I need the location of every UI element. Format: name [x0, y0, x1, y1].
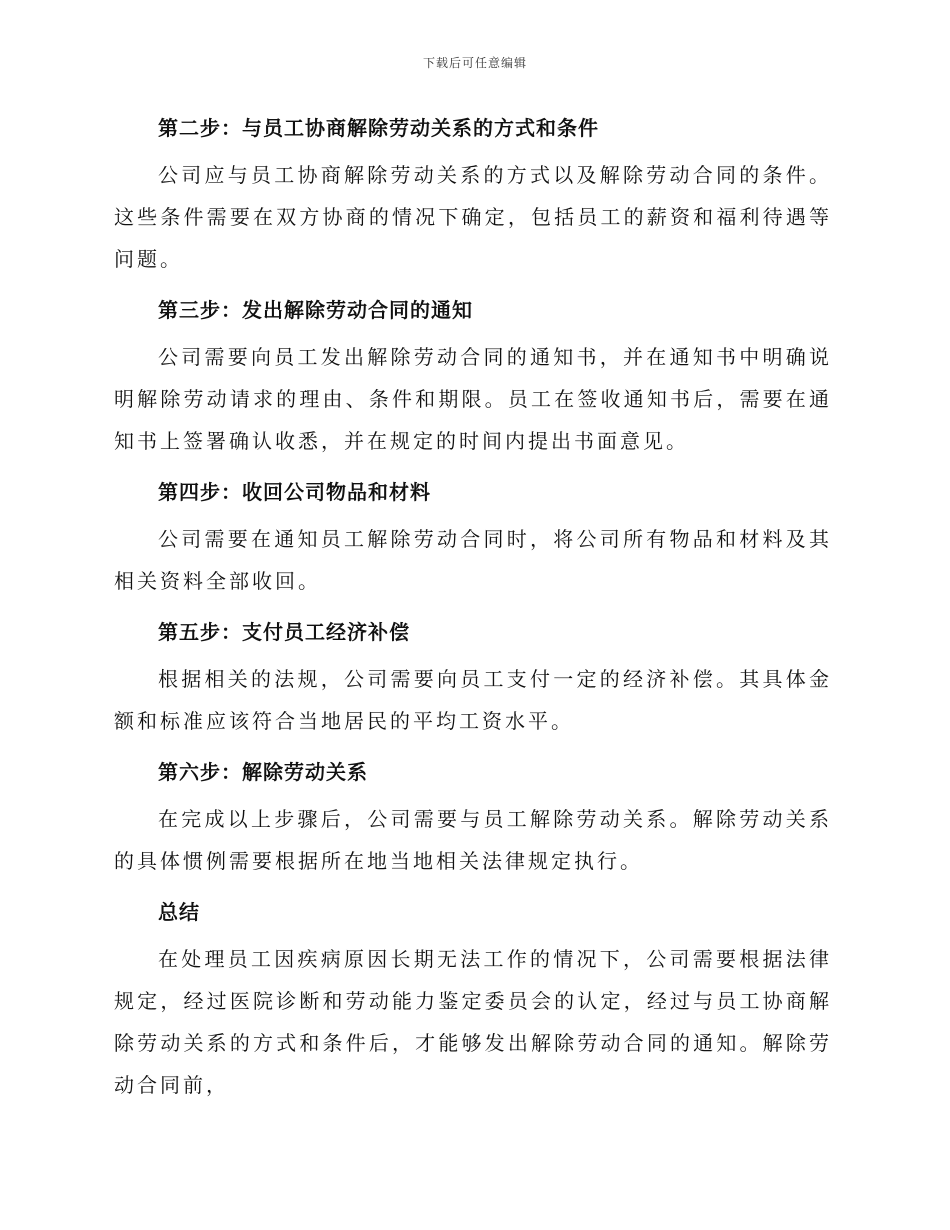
section-heading: 总结 — [158, 900, 200, 924]
section-paragraph: 根据相关的法规，公司需要向员工支付一定的经济补偿。其具体金额和标准应该符合当地居民的平均工资水平。 — [114, 667, 832, 733]
document-content — [114, 108, 832, 1116]
section-heading: 第四步：收回公司物品和材料 — [158, 480, 431, 504]
section-step-6 — [114, 752, 832, 882]
section-paragraph: 公司需要在通知员工解除劳动合同时，将公司所有物品和材料及其相关资料全部收回。 — [114, 527, 832, 593]
section-heading: 第三步：发出解除劳动合同的通知 — [158, 298, 473, 322]
section-step-5 — [114, 612, 832, 742]
section-paragraph: 在完成以上步骤后，公司需要与员工解除劳动关系。解除劳动关系的具体惯例需要根据所在地当地相关法律规定执行。 — [114, 807, 832, 873]
section-step-3 — [114, 290, 832, 462]
page-header: 下载后可任意编辑 — [422, 56, 527, 70]
section-heading: 第五步：支付员工经济补偿 — [158, 620, 410, 644]
section-paragraph: 在处理员工因疾病原因长期无法工作的情况下，公司需要根据法律规定，经过医院诊断和劳动能力鉴定委员会的认定，经过与员工协商解除劳动关系的方式和条件后，才能够发出解除劳动合同的通知。解除劳动合同前， — [114, 947, 832, 1097]
section-paragraph: 公司应与员工协商解除劳动关系的方式以及解除劳动合同的条件。这些条件需要在双方协商的情况下确定，包括员工的薪资和福利待遇等问题。 — [114, 163, 832, 271]
section-heading: 第二步：与员工协商解除劳动关系的方式和条件 — [158, 116, 599, 140]
section-step-2 — [114, 108, 832, 280]
section-summary — [114, 892, 832, 1106]
section-step-4 — [114, 472, 832, 602]
section-heading: 第六步：解除劳动关系 — [158, 760, 368, 784]
section-paragraph: 公司需要向员工发出解除劳动合同的通知书，并在通知书中明确说明解除劳动请求的理由、条件和期限。员工在签收通知书后，需要在通知书上签署确认收悉，并在规定的时间内提出书面意见。 — [114, 345, 832, 453]
